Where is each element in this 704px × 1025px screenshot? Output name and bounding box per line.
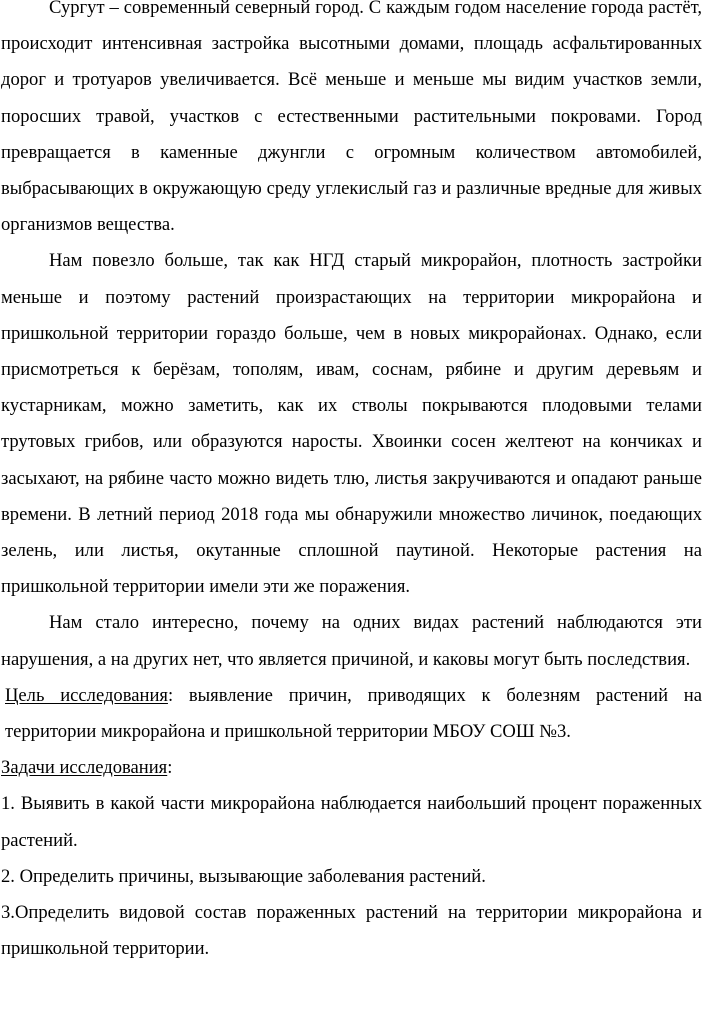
task-item-1: 1. Выявить в какой части микрорайона наблюдается наибольший процент пораженных растений. bbox=[1, 793, 702, 851]
paragraph-question: Нам стало интересно, почему на одних видах растений наблюдаются эти нарушения, а на других нет, что является причиной, и каковы могут быть последствия. bbox=[1, 612, 702, 670]
paragraph-observations: Нам повезло больше, так как НГД старый микрорайон, плотность застройки меньше и поэтому растений произрастающих на территории микрорайона и пришкольной территории гораздо больше, чем в новых микрорайонах. Однако, если присмотреться к берёзам, тополям, ивам, соснам, рябине и другим деревьям и кустарникам, можно заметить, как их стволы покрываются плодовыми телами трутовых грибов, или образуются наросты. Хвоинки сосен желтеют на кончиках и засыхают, на рябине часто можно видеть тлю, листья закручиваются и опадают раньше времени. В летний период 2018 года мы обнаружили множество личинок, поедающих зелень, или листья, окутанные сплошной паутиной. Некоторые растения на пришкольной территории имели эти же поражения. bbox=[1, 250, 702, 598]
task-item-2: 2. Определить причины, вызывающие заболевания растений. bbox=[1, 865, 486, 887]
research-tasks-label: Задачи исследования bbox=[1, 757, 168, 779]
paragraph-intro: Сургут – современный северный город. С каждым годом население города растёт, происходит интенсивная застройка высотными домами, площадь асфальтированных дорог и тротуаров увеличивается. Всё меньше и меньше мы видим участков земли, поросших травой, участков с естественными растительными покровами. Город превращается в каменные джунгли с огромным количеством автомобилей, выбрасывающих в окружающую среду углекислый газ и различные вредные для живых организмов вещества. bbox=[1, 0, 702, 236]
research-tasks-heading bbox=[1, 750, 702, 786]
research-goal bbox=[1, 678, 702, 750]
research-goal-label: Цель исследования bbox=[5, 684, 168, 706]
research-tasks-colon: : bbox=[167, 757, 173, 779]
research-goal-text: : выявление причин, приводящих к болезням растений на территории микрорайона и пришкольной территории МБОУ СОШ №3. bbox=[5, 684, 702, 743]
task-item-3: 3.Определить видовой состав пораженных растений на территории микрорайона и пришкольной территории. bbox=[1, 902, 702, 960]
